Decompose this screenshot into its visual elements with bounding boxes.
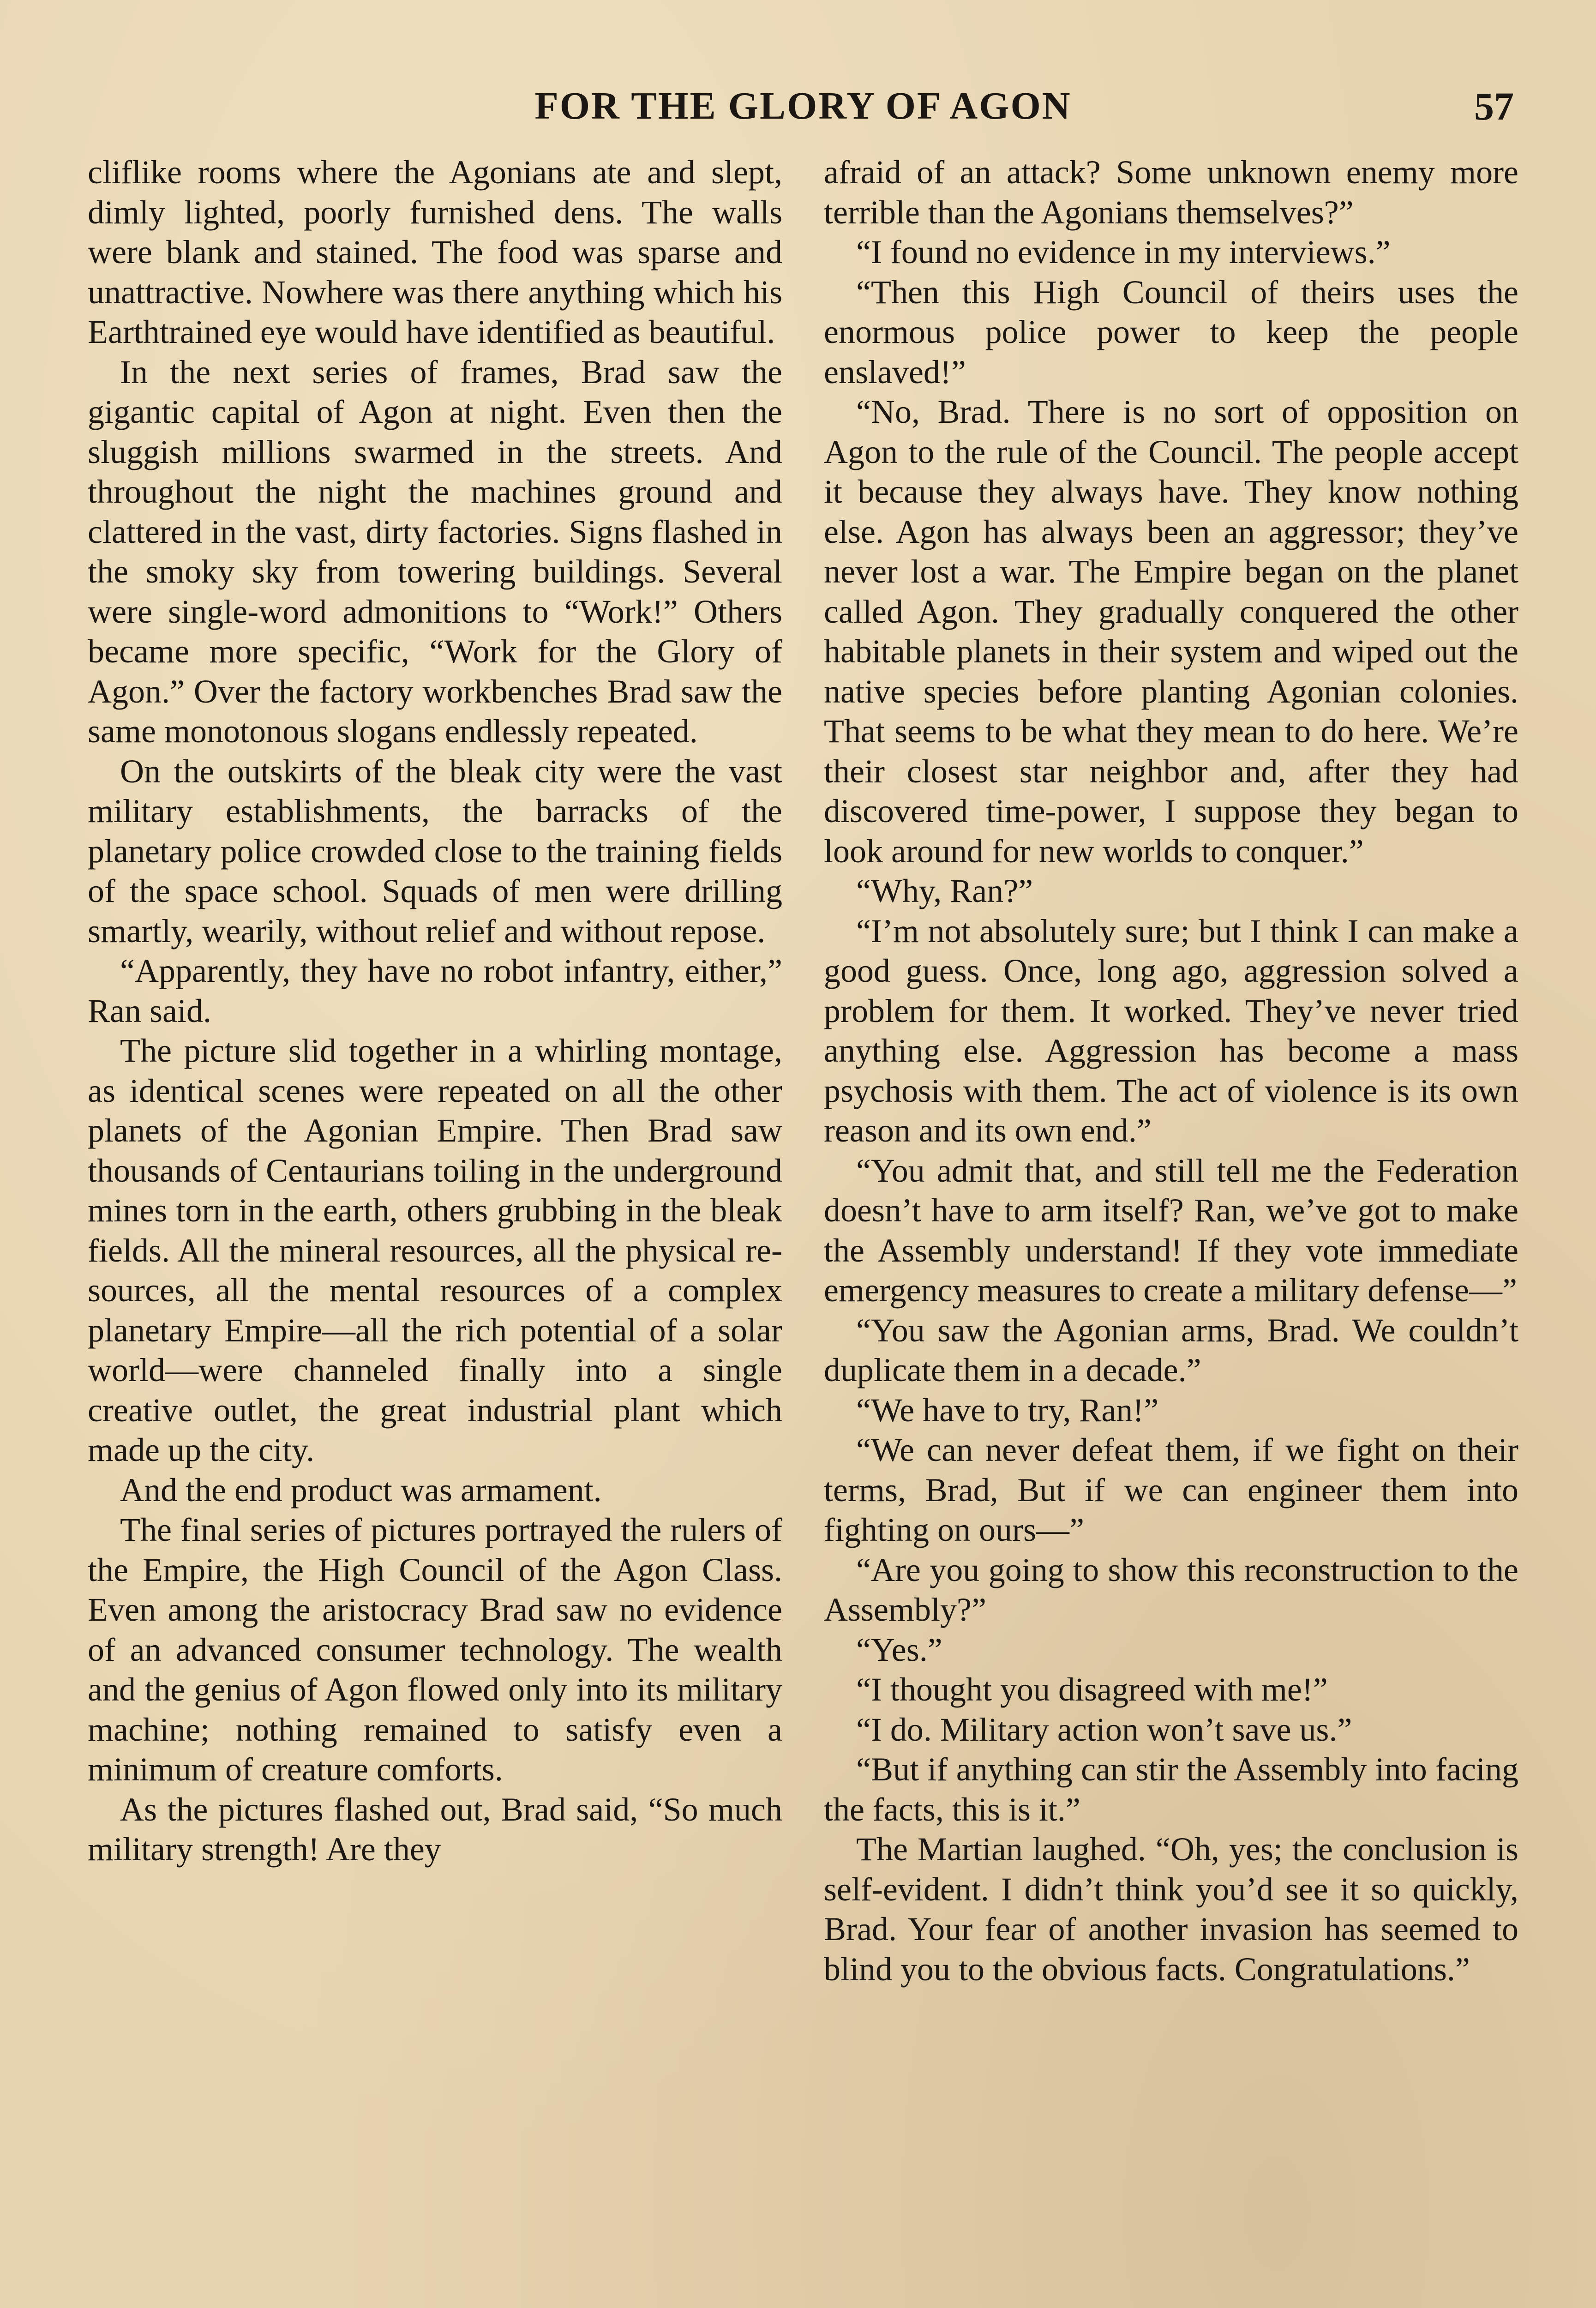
paragraph: “You saw the Agonian arms, Brad. We couldn’t duplicate them in a decade.” (824, 1311, 1518, 1388)
paragraph: The final series of pictures portrayed the rulers of the Empire, the High Council of the Agon Class. Even among the aristocracy Brad saw no evidence of an advanced consumer technology. The wealth and the genius of Agon flowed only into its military machine; nothing remained to satisfy even a minimum of creature comforts. (88, 1511, 782, 1788)
paragraph: “But if anything can stir the Assembly into facing the facts, this is it.” (824, 1751, 1518, 1828)
paragraph: “Apparently, they have no robot infantry, either,” Ran said. (88, 952, 782, 1029)
paragraph: As the pictures flashed out, Brad said, “So much military strength! Are they (88, 1791, 782, 1868)
paragraph: “Are you going to show this reconstruction to the Assembly?” (824, 1551, 1518, 1628)
paragraph: “I’m not absolutely sure; but I think I can make a good guess. Once, long ago, aggression solved a problem for them. It worked. They’ve never tried anything else. Aggression has become a mass psychosis with them. The act of violence is its own reason and its own end.” (824, 912, 1518, 1149)
page-number: 57 (1474, 84, 1514, 128)
paragraph: “I do. Military action won’t save us.” (856, 1711, 1352, 1748)
paragraph: “We can never defeat them, if we fight on their terms, Brad, But if we can engineer them into fighting on ours—” (824, 1431, 1518, 1548)
paragraph: “I thought you disagreed with me!” (856, 1671, 1328, 1708)
paragraph: “We have to try, Ran!” (856, 1391, 1159, 1429)
paragraph: cliflike rooms where the Agonians ate and slept, dimly lighted, poorly furnished dens. The walls were blank and stained. The food was sparse and unattractive. Nowhere was there anything which his Earthtrained eye would have identified as beautiful. (88, 154, 782, 350)
paragraph: “No, Brad. There is no sort of opposition on Agon to the rule of the Council. The people accept it because they always have. They know nothing else. Agon has always been an aggressor; they’ve never lost a war. The Empire began on the planet called Agon. They gradually conquered the other habitable planets in their system and wiped out the native species before planting Agonian colonies. That seems to be what they mean to do here. We’re their closest star neighbor and, after they had discovered time-power, I suppose they began to look around for new worlds to conquer.” (824, 393, 1518, 870)
paragraph: On the outskirts of the bleak city were the vast military establishments, the barracks of the planetary police crowded close to the training fields of the space school. Squads of men were drilling smartly, wearily, without relief and without repose. (88, 752, 782, 950)
paragraph: The Martian laughed. “Oh, yes; the conclusion is self-evident. I didn’t think you’d see it so quickly, Brad. Your fear of another invasion has seemed to blind you to the obvious facts. Congratulations.” (824, 1831, 1518, 1988)
paragraph: The picture slid together in a whirling montage, as identical scenes were repeated on all the other planets of the Agonian Empire. Then Brad saw thousands of Centaurians toiling in the underground mines torn in the earth, others grubbing in the bleak fields. All the mineral resources, all the physical resources, all the mental resources of a complex planetary Empire—all the rich potential of a solar world—were channeled finally into a single creative outlet, the great industrial plant which made up the city. (88, 1032, 782, 1468)
paragraph: “I found no evidence in my interviews.” (856, 234, 1391, 270)
page-header (92, 78, 1514, 134)
paragraph: In the next series of frames, Brad saw the gigantic capital of Agon at night. Even then the sluggish millions swarmed in the streets. And throughout the night the machines ground and clattered in the vast, dirty factories. Signs flashed in the smoky sky from towering buildings. Several were single-word admonitions to “Work!” Others became more specific, “Work for the Glory of Agon.” Over the factory workbenches Brad saw the same monotonous slogans endlessly repeated. (88, 353, 782, 750)
left-column (88, 152, 782, 2308)
paragraph: “Yes.” (856, 1631, 942, 1668)
paragraph: “You admit that, and still tell me the Federation doesn’t have to arm itself? Ran, we’ve got to make the Assembly understand! If they vote immediate emergency measures to create a military defense—” (824, 1152, 1518, 1309)
paragraph: “Then this High Council of theirs uses the enormous police power to keep the people enslaved!” (824, 273, 1518, 391)
right-column (824, 152, 1518, 2308)
paragraph: “Why, Ran?” (856, 872, 1033, 909)
paragraph: afraid of an attack? Some unknown enemy more terrible than the Agonians themselves?” (824, 154, 1518, 231)
running-head: FOR THE GLORY OF AGON (534, 84, 1072, 127)
paragraph: And the end product was armament. (120, 1471, 602, 1509)
